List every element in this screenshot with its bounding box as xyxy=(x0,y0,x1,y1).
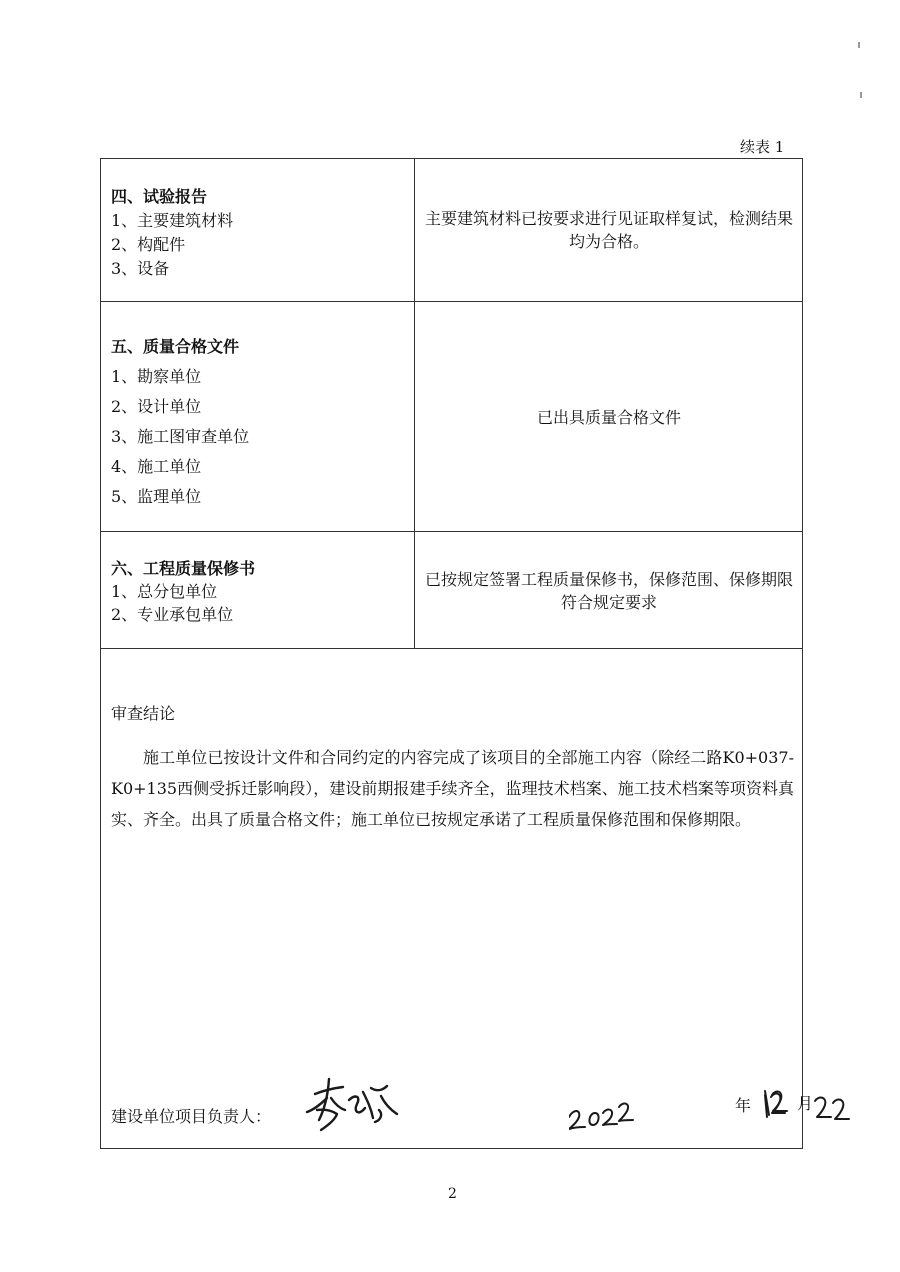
list-item: 2、设计单位 xyxy=(111,397,202,416)
handwritten-signature xyxy=(301,1074,401,1134)
review-conclusion xyxy=(101,649,814,1149)
list-item: 4、施工单位 xyxy=(111,457,202,476)
page-number: 2 xyxy=(448,1186,457,1202)
section-test-reports xyxy=(101,159,802,302)
section-result: 主要建筑材料已按要求进行见证取样复试，检测结果均为合格。 xyxy=(424,209,793,251)
year-label: 年 xyxy=(735,1096,752,1115)
section-result: 已出具质量合格文件 xyxy=(536,408,681,427)
conclusion-body: 施工单位已按设计文件和合同约定的内容完成了该项目的全部施工内容（除经二路K0+037-K0+135西侧受拆迁影响段），建设前期报建手续齐全，监理技术档案、施工技术档案等项资料真实、齐全。出具了质量合格文件；施工单位已按规定承诺了工程质量保修范围和保修期限。 xyxy=(111,748,794,829)
section-result: 已按规定签署工程质量保修书，保修范围、保修期限符合规定要求 xyxy=(424,570,793,612)
section-heading: 五、质量合格文件 xyxy=(111,337,240,356)
list-item: 2、专业承包单位 xyxy=(111,605,234,624)
list-item: 3、施工图审查单位 xyxy=(111,427,250,446)
section-warranty xyxy=(101,532,802,649)
signature-date xyxy=(569,1081,814,1131)
conclusion-title: 审查结论 xyxy=(111,704,176,723)
scan-mark xyxy=(860,92,862,98)
handwritten-date-marks xyxy=(569,1081,799,1131)
section-heading: 六、工程质量保修书 xyxy=(111,559,256,578)
list-item: 2、构配件 xyxy=(111,235,186,254)
list-item: 1、主要建筑材料 xyxy=(111,211,234,230)
list-item: 1、勘察单位 xyxy=(111,367,202,386)
month-label: 月 xyxy=(797,1094,814,1113)
list-item: 3、设备 xyxy=(111,259,170,278)
section-heading: 四、试验报告 xyxy=(111,187,208,206)
handwritten-day-digits xyxy=(813,1087,873,1127)
scan-mark xyxy=(858,42,860,48)
list-item: 5、监理单位 xyxy=(111,487,202,506)
review-table xyxy=(100,158,814,1149)
section-quality-documents xyxy=(101,302,802,532)
list-item: 1、总分包单位 xyxy=(111,582,218,601)
signature-label: 建设单位项目负责人： xyxy=(111,1107,272,1126)
continuation-label: 续表 1 xyxy=(740,138,785,156)
